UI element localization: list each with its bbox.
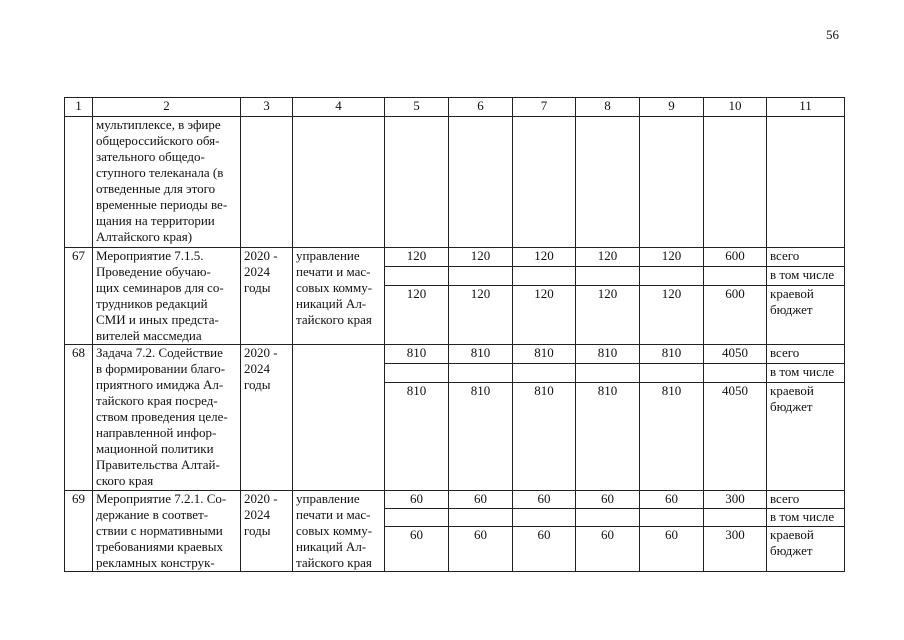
regional-value: 120: [640, 285, 704, 344]
regional-value: 120: [576, 285, 640, 344]
column-header: 8: [576, 98, 640, 117]
row-number: 67: [65, 248, 93, 345]
column-header: 11: [767, 98, 845, 117]
row-name: Мероприятие 7.1.5. Проведение обучаю- щих семинаров для со- трудников редакций СМИ и иных предста- вителей массмедиа: [93, 248, 241, 345]
row-period: 2020 - 2024 годы: [241, 345, 293, 491]
continuation-row: [65, 117, 845, 248]
row-executor: управление печати и мас- совых комму- никаций Ал- тайского края: [293, 491, 385, 572]
regional-value: 60: [513, 527, 576, 572]
total-sum: 4050: [704, 345, 767, 364]
total-value: 60: [385, 491, 449, 509]
column-header: 4: [293, 98, 385, 117]
total-sum: 600: [704, 248, 767, 267]
column-header: 5: [385, 98, 449, 117]
table-row: [65, 491, 845, 509]
regional-value: 60: [576, 527, 640, 572]
total-value: 120: [576, 248, 640, 267]
total-value: 120: [449, 248, 513, 267]
funding-label: краевой бюджет: [767, 527, 845, 572]
total-value: 810: [640, 345, 704, 364]
column-header: 10: [704, 98, 767, 117]
row-name: Задача 7.2. Содействие в формировании благо- приятного имиджа Ал- тайского края посред- ством проведения целе- направленной инфор- мационной политики Правительства Алтай- ского края: [93, 345, 241, 491]
column-header: 6: [449, 98, 513, 117]
budget-table: [64, 97, 845, 572]
column-header: 3: [241, 98, 293, 117]
funding-label: всего: [767, 248, 845, 267]
page-number: 56: [826, 27, 839, 42]
regional-value: 60: [640, 527, 704, 572]
total-value: 810: [576, 345, 640, 364]
column-header: 2: [93, 98, 241, 117]
total-value: 60: [576, 491, 640, 509]
row-number: 68: [65, 345, 93, 491]
total-value: 120: [513, 248, 576, 267]
column-header-row: [65, 98, 845, 117]
row-executor: [293, 345, 385, 491]
column-header: 9: [640, 98, 704, 117]
regional-sum: 4050: [704, 383, 767, 491]
total-value: 60: [513, 491, 576, 509]
funding-label: всего: [767, 491, 845, 509]
column-header: 7: [513, 98, 576, 117]
funding-label: краевой бюджет: [767, 285, 845, 344]
table-row: [65, 345, 845, 364]
funding-label: в том числе: [767, 364, 845, 383]
row-period: 2020 - 2024 годы: [241, 248, 293, 345]
regional-value: 810: [385, 383, 449, 491]
row-period: 2020 - 2024 годы: [241, 491, 293, 572]
column-header: 1: [65, 98, 93, 117]
row-number: 69: [65, 491, 93, 572]
total-value: 810: [513, 345, 576, 364]
regional-value: 810: [449, 383, 513, 491]
funding-label: в том числе: [767, 266, 845, 285]
total-value: 120: [385, 248, 449, 267]
total-sum: 300: [704, 491, 767, 509]
row-name: Мероприятие 7.2.1. Со- держание в соответ- ствии с нормативными требованиями краевых рекламных конструк-: [93, 491, 241, 572]
regional-sum: 300: [704, 527, 767, 572]
regional-value: 810: [513, 383, 576, 491]
regional-sum: 600: [704, 285, 767, 344]
total-value: 120: [640, 248, 704, 267]
funding-label: в том числе: [767, 509, 845, 527]
row-executor: управление печати и мас- совых комму- никаций Ал- тайского края: [293, 248, 385, 345]
total-value: 810: [385, 345, 449, 364]
total-value: 810: [449, 345, 513, 364]
regional-value: 810: [576, 383, 640, 491]
regional-value: 60: [385, 527, 449, 572]
table-row: [65, 248, 845, 267]
total-value: 60: [640, 491, 704, 509]
regional-value: 120: [385, 285, 449, 344]
continuation-number-cell: [65, 117, 93, 248]
regional-value: 60: [449, 527, 513, 572]
regional-value: 120: [449, 285, 513, 344]
continuation-text: мультиплексе, в эфире общероссийского обя- зательного общедо- ступного телеканала (в отведенные для этого временные периоды ве- щания на территории Алтайского края): [93, 117, 241, 248]
total-value: 60: [449, 491, 513, 509]
regional-value: 810: [640, 383, 704, 491]
funding-label: всего: [767, 345, 845, 364]
funding-label: краевой бюджет: [767, 383, 845, 491]
regional-value: 120: [513, 285, 576, 344]
